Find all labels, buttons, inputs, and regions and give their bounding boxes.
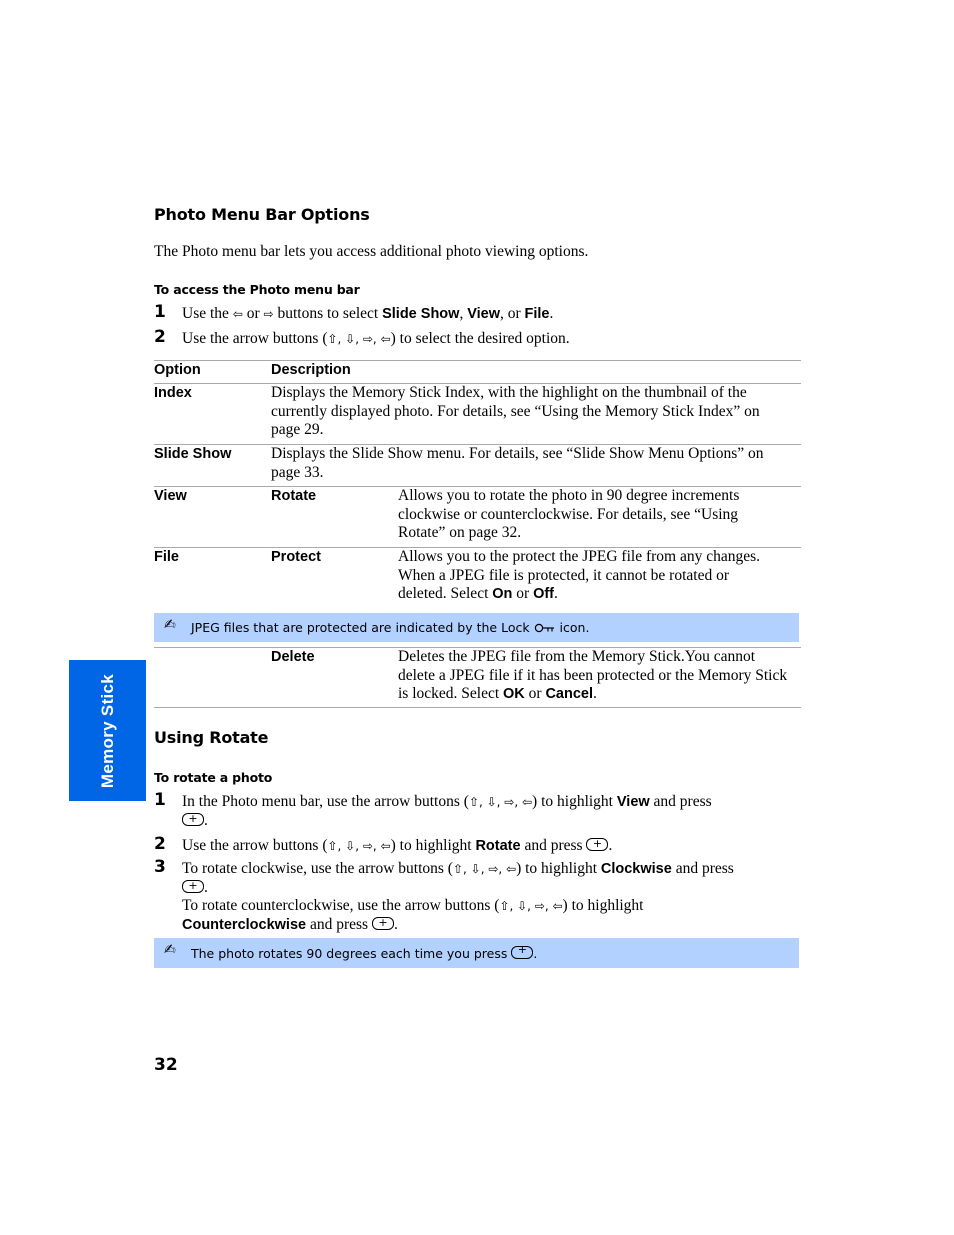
row-description: Displays the Slide Show menu. For details, see “Slide Show Menu Options” on page 33. <box>271 445 764 481</box>
note-pencil-icon: ✍ <box>164 942 176 958</box>
step-number: 1 <box>154 302 166 322</box>
step-number: 2 <box>154 327 166 347</box>
intro-paragraph: The Photo menu bar lets you access additional photo viewing options. <box>154 243 589 260</box>
procedure-title: To access the Photo menu bar <box>154 282 360 297</box>
section-title: Photo Menu Bar Options <box>154 205 370 224</box>
table-rule <box>154 360 801 361</box>
step-number: 1 <box>154 790 166 810</box>
section-title: Using Rotate <box>154 728 269 747</box>
note-pencil-icon: ✍ <box>164 617 176 633</box>
arrow-buttons-icon: ⇧, ⇩, ⇨, ⇦ <box>452 862 517 876</box>
enter-button-icon <box>182 880 204 893</box>
enter-button-icon <box>586 838 608 851</box>
step-number: 2 <box>154 834 166 854</box>
side-tab-label: Memory Stick <box>97 673 117 788</box>
table-rule <box>154 707 801 708</box>
row-option: Slide Show <box>154 446 232 462</box>
row-suboption: Delete <box>271 649 315 665</box>
row-description: Displays the Memory Stick Index, with the highlight on the thumbnail of the currently displayed photo. For details, see “Using the Memory Stick Index” on page 29. <box>271 384 760 438</box>
step-text: To rotate clockwise, use the arrow buttons (⇧, ⇩, ⇨, ⇦) to highlight Clockwise and press +. To rotate counterclockwise, use the arrow buttons (⇧, ⇩, ⇨, ⇦) to highlight Counterclockwise and press +. <box>182 860 797 934</box>
left-arrow-icon: ⇦ <box>232 307 243 321</box>
header-option: Option <box>154 362 201 378</box>
row-description: Allows you to the protect the JPEG file from any changes. When a JPEG file is protected, it cannot be rotated or deleted. Select On or Off. <box>398 548 761 602</box>
enter-button-icon <box>182 813 204 826</box>
step-number: 3 <box>154 857 166 877</box>
row-description: Allows you to rotate the photo in 90 degree increments clockwise or counterclockwise. For details, see “Using Rotate” on page 32. <box>398 487 740 541</box>
page-number: 32 <box>154 1055 178 1075</box>
step-text: Use the ⇦ or ⇨ buttons to select Slide Show, View, or File. <box>182 305 554 322</box>
row-option: View <box>154 488 187 504</box>
note-box: ✍ JPEG files that are protected are indicated by the Lock icon. <box>154 613 799 642</box>
step-text: In the Photo menu bar, use the arrow buttons (⇧, ⇩, ⇨, ⇦) to highlight View and press +. <box>182 793 792 830</box>
step-text: Use the arrow buttons (⇧, ⇩, ⇨, ⇦) to highlight Rotate and press +. <box>182 837 612 856</box>
procedure-title: To rotate a photo <box>154 770 273 785</box>
enter-button-icon <box>511 946 533 959</box>
row-description: Deletes the JPEG file from the Memory Stick.You cannot delete a JPEG file if it has been protected or the Memory Stick is locked. Select OK or Cancel. <box>398 648 788 702</box>
arrow-buttons-icon: ⇧, ⇩, ⇨, ⇦ <box>499 899 563 913</box>
arrow-buttons-icon: ⇧, ⇩, ⇨, ⇦ <box>468 795 533 809</box>
lock-icon <box>534 623 556 633</box>
row-suboption: Protect <box>271 549 321 565</box>
enter-button-icon <box>372 917 394 930</box>
arrow-buttons-icon: ⇧, ⇩, ⇨, ⇦ <box>327 839 391 853</box>
row-option: Index <box>154 385 192 401</box>
right-arrow-icon: ⇨ <box>263 307 274 321</box>
side-chapter-tab <box>69 660 146 801</box>
note-box: ✍ The photo rotates 90 degrees each time you press +. <box>154 938 799 968</box>
step-text: Use the arrow buttons (⇧, ⇩, ⇨, ⇦) to select the desired option. <box>182 330 570 347</box>
header-description: Description <box>271 362 351 378</box>
row-option: File <box>154 549 179 565</box>
row-suboption: Rotate <box>271 488 317 504</box>
arrow-buttons-icon: ⇧, ⇩, ⇨, ⇦ <box>327 332 391 346</box>
